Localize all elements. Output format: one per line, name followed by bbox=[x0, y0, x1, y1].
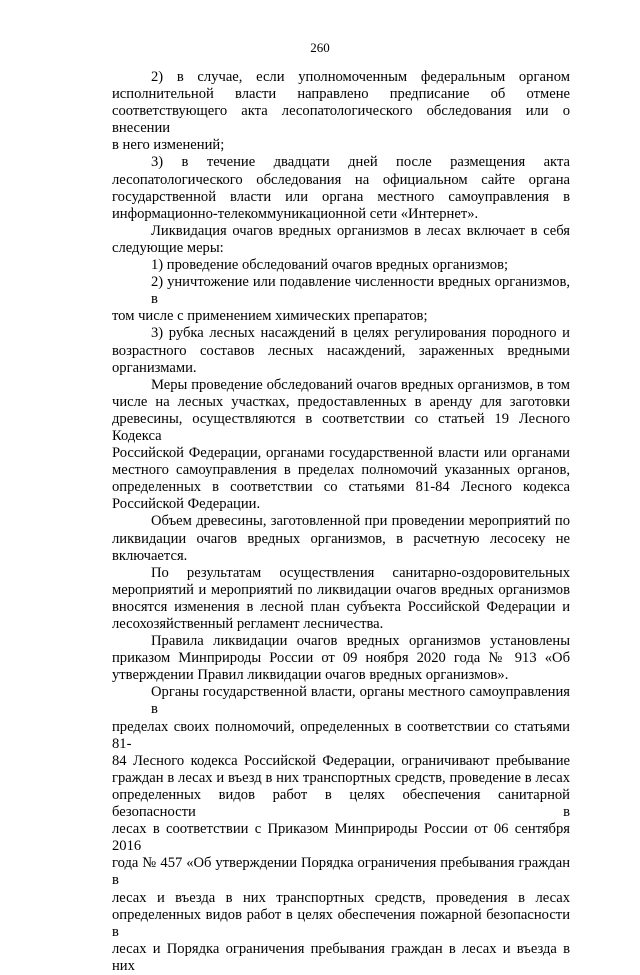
text-line: 3) рубка лесных насаждений в целях регулирования породного и bbox=[151, 325, 570, 342]
text-line: Объем древесины, заготовленной при проведении мероприятий по bbox=[151, 513, 570, 530]
text-line: 2) уничтожение или подавление численности вредных организмов, в bbox=[151, 274, 570, 308]
text-line: Российской Федерации, органами государственной власти или органами bbox=[112, 445, 570, 462]
text-line: лесах в соответствии с Приказом Минприроды России от 06 сентября 2016 bbox=[112, 821, 570, 855]
text-line: числе на лесных участках, предоставленных в аренду для заготовки bbox=[112, 393, 570, 410]
text-line: информационно-телекоммуникационной сети «Интернет». bbox=[112, 205, 479, 222]
text-line: Правила ликвидации очагов вредных организмов установлены bbox=[151, 633, 570, 650]
text-line: вносятся изменения в лесной план субъекта Российской Федерации и bbox=[112, 598, 570, 615]
text-line: древесины, осуществляются в соответствии со статьей 19 Лесного Кодекса bbox=[112, 410, 570, 444]
text-line: Меры проведение обследований очагов вредных организмов, в том bbox=[151, 376, 570, 393]
text-line: лесах и Порядка ограничения пребывания граждан в лесах и въезда в них bbox=[112, 940, 570, 974]
text-line: лесах и въезда в них транспортных средств, проведения в лесах bbox=[112, 889, 570, 906]
text-line: 3) в течение двадцати дней после размещения акта bbox=[151, 154, 570, 171]
text-line: в него изменений; bbox=[112, 137, 225, 154]
page-number: 260 bbox=[310, 40, 330, 55]
text-line: соответствующего акта лесопатологического обследования или о внесении bbox=[112, 103, 570, 137]
text-line: 84 Лесного кодекса Российской Федерации, ограничивают пребывание bbox=[112, 752, 570, 769]
text-line: следующие меры: bbox=[112, 239, 224, 256]
text-line: 1) проведение обследований очагов вредных организмов; bbox=[151, 257, 509, 274]
text-line: определенных в соответствии со статьями 81-84 Лесного кодекса bbox=[112, 479, 570, 496]
text-line: пределах своих полномочий, определенных в соответствии со статьями 81- bbox=[112, 718, 570, 752]
text-line: граждан в лесах и въезд в них транспортных средств, проведение в лесах bbox=[112, 769, 570, 786]
text-line: местного самоуправления в пределах полномочий указанных органов, bbox=[112, 462, 570, 479]
text-line: лесопатологического обследования на официальном сайте органа bbox=[112, 171, 570, 188]
text-line: определенных видов работ в целях обеспечения санитарной безопасности в bbox=[112, 786, 570, 821]
body-text bbox=[112, 69, 570, 975]
text-line: возрастного составов лесных насаждений, зараженных вредными bbox=[112, 342, 570, 359]
text-line: года № 457 «Об утверждении Порядка ограничения пребывания граждан в bbox=[112, 855, 570, 889]
text-line: утверждении Правил ликвидации очагов вредных организмов». bbox=[112, 667, 509, 684]
text-line: По результатам осуществления санитарно-оздоровительных bbox=[151, 564, 570, 581]
text-line: государственной власти или органа местного самоуправления в bbox=[112, 188, 570, 205]
text-line: включается. bbox=[112, 547, 188, 564]
text-line: ликвидации очагов вредных организмов, в расчетную лесосеку не bbox=[112, 530, 570, 547]
text-line: том числе с применением химических препаратов; bbox=[112, 308, 428, 325]
text-line: Российской Федерации. bbox=[112, 496, 261, 513]
text-line: Органы государственной власти, органы местного самоуправления в bbox=[151, 684, 570, 718]
text-line: мероприятий и мероприятий по ликвидации очагов вредных организмов bbox=[112, 581, 570, 598]
text-line: организмами. bbox=[112, 359, 197, 376]
text-line: 2) в случае, если уполномоченным федеральным органом bbox=[151, 69, 570, 85]
text-line: Ликвидация очагов вредных организмов в лесах включает в себя bbox=[151, 222, 570, 239]
text-line: исполнительной власти направлено предписание об отмене bbox=[112, 86, 570, 103]
text-line: лесохозяйственный регламент лесничества. bbox=[112, 616, 384, 632]
text-line: определенных видов работ в целях обеспечения пожарной безопасности в bbox=[112, 906, 570, 940]
text-line: приказом Минприроды России от 09 ноября 2020 года № 913 «Об bbox=[112, 650, 570, 667]
